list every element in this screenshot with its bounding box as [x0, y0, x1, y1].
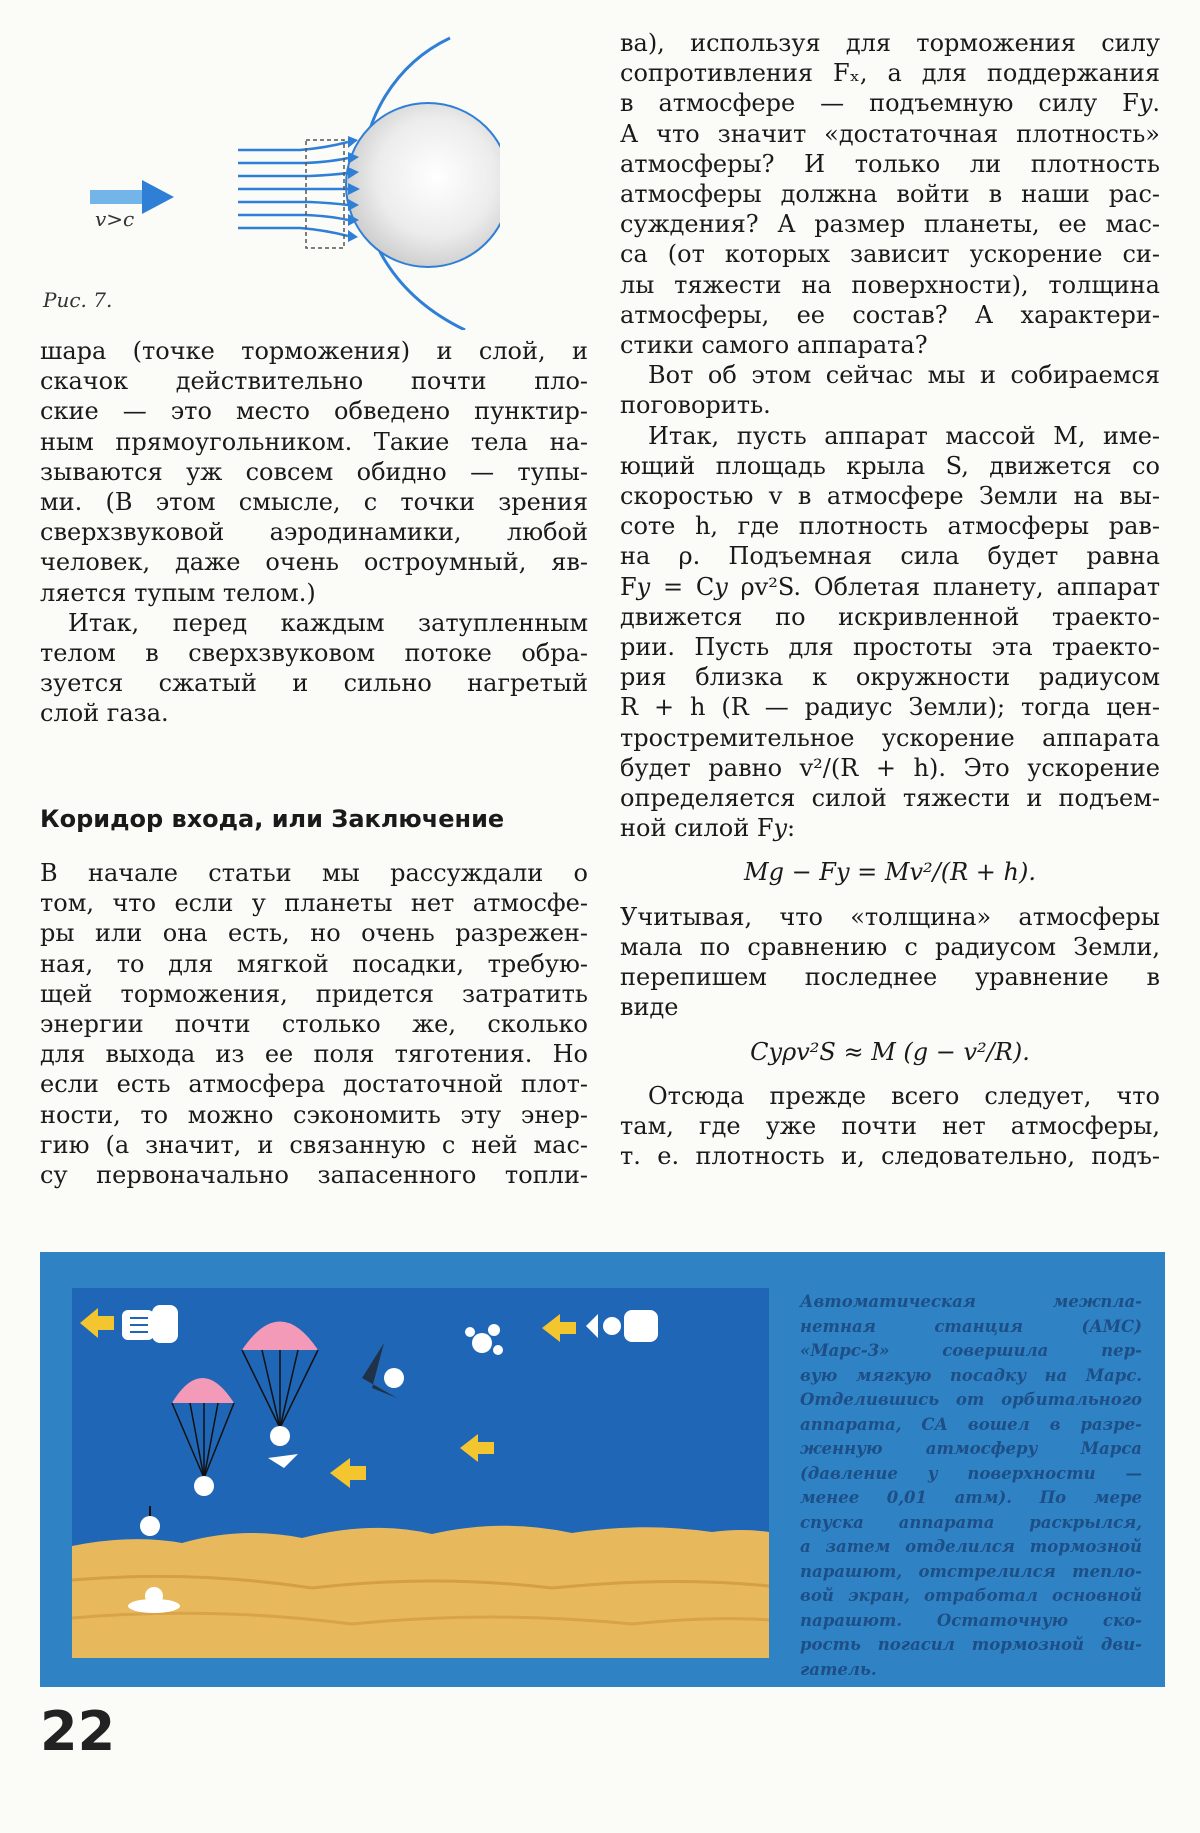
text-line: лы тяжести на поверхности), толщина: [620, 270, 1160, 299]
caption-line: парашют, отстрелился тепло-: [800, 1561, 1142, 1581]
descent-capsule-icon: [122, 1305, 178, 1343]
section-body: [40, 858, 588, 1190]
text-line: рии. Пусть для простоты эта траекто-: [620, 633, 1160, 662]
text-line: будет равно v²/(R + h). Это ускорение: [620, 753, 1160, 782]
text-line: стики самого аппарата?: [620, 331, 928, 360]
text-line: Учитывая, что «толщина» атмосферы: [620, 902, 1160, 931]
caption-line: Автоматическая межпла-: [800, 1292, 1142, 1311]
caption-line: Отделившись от орбитального: [800, 1390, 1142, 1409]
text-line: мала по сравнению с радиусом Земли,: [620, 932, 1160, 961]
text-line: щей торможения, придется затратить: [40, 979, 588, 1008]
text-line: рия близка к окружности радиусом: [620, 663, 1160, 692]
text-line: сверхзвуковой аэродинамики, любой: [40, 518, 588, 547]
caption-line: нетная станция (АМС): [800, 1316, 1142, 1336]
caption-line: рость погасил тормозной дви-: [800, 1635, 1142, 1654]
text-line: ющий площадь крыла S, движется со: [620, 451, 1160, 480]
text-line: слой газа.: [40, 699, 169, 728]
text-line: ным прямоугольником. Такие тела на-: [40, 427, 588, 456]
text-line: том, что если у планеты нет атмосфе-: [40, 889, 588, 918]
caption-line: парашют. Остаточную ско-: [800, 1610, 1142, 1630]
caption-line: (давление у поверхности —: [800, 1463, 1142, 1483]
caption-line: спуска аппарата раскрылся,: [800, 1512, 1142, 1532]
text-line: человек, даже очень остроумный, яв-: [40, 548, 588, 577]
caption-line: вую мягкую посадку на Марс.: [800, 1365, 1142, 1385]
text-line: сопротивления Fₓ, а для поддержания: [620, 59, 1160, 88]
caption-line: гатель.: [800, 1659, 877, 1679]
text-line: атмосферы должна войти в наши рас-: [620, 180, 1160, 209]
text-line: Отсюда прежде всего следует, что: [648, 1081, 1160, 1110]
text-line: ва), используя для торможения силу: [620, 29, 1160, 57]
text-line: в атмосфере — подъемную силу F𝑦.: [620, 89, 1160, 118]
text-line: атмосферы? И только ли плотность: [620, 149, 1160, 178]
text-line: движется по искривленной траекто-: [620, 602, 1160, 631]
text-line: т. е. плотность и, следовательно, подъ-: [620, 1142, 1160, 1171]
text-line: скоростью v в атмосфере Земли на вы-: [620, 482, 1160, 511]
velocity-label: v>c: [95, 207, 135, 231]
text-line: перепишем последнее уравнение в: [620, 963, 1160, 992]
text-line: тростремительное ускорение аппарата: [620, 723, 1160, 752]
figure-7-caption: Рис. 7.: [43, 288, 113, 312]
mars-landing-illustration: [72, 1288, 769, 1658]
caption-line: «Марс-3» совершила пер-: [800, 1341, 1142, 1360]
caption-line: менее 0,01 атм). По мере: [800, 1488, 1142, 1507]
text-line: ная, то для мягкой посадки, требую-: [40, 949, 588, 978]
text-line: соте h, где плотность атмосферы рав-: [620, 512, 1160, 541]
text-line: са (от которых зависит ускорение си-: [620, 240, 1160, 269]
text-line: атмосферы, ее состав? А характери-: [620, 300, 1160, 329]
text-line: там, где уже почти нет атмосферы,: [620, 1111, 1160, 1140]
text-line: В начале статьи мы рассуждали о: [40, 859, 588, 887]
text-line: зываются уж совсем обидно — тупы-: [40, 457, 588, 486]
equation-1: Mg − F𝑦 = Mv²/(R + h).: [744, 858, 1036, 887]
text-line: скачок действительно почти пло-: [40, 367, 588, 396]
text-line: ры или она есть, но очень разрежен-: [40, 919, 588, 948]
right-column: [620, 28, 1160, 1171]
equation-2: C𝑦ρv²S ≈ M (g − v²/R).: [750, 1037, 1030, 1066]
text-line: для выхода из ее поля тяготения. Но: [40, 1040, 588, 1069]
text-line: ной силой F𝑦:: [620, 814, 796, 843]
text-line: су первоначально запасенного топли-: [40, 1161, 588, 1190]
text-line: R + h (R — радиус Земли); тогда цен-: [620, 693, 1160, 722]
text-line: если есть атмосфера достаточной плот-: [40, 1070, 588, 1099]
text-line: гию (а значит, и связанную с ней мас-: [40, 1130, 588, 1159]
text-line: А что значит «достаточная плотность»: [620, 119, 1160, 148]
text-line: энергии почти столько же, сколько: [40, 1010, 588, 1039]
text-line: F𝑦 = C𝑦 ρv²S. Облетая планету, аппарат: [620, 572, 1160, 601]
caption-line: женную атмосферу Марса: [800, 1439, 1142, 1458]
text-line: телом в сверхзвуковом потоке обра-: [40, 639, 588, 668]
caption-line: а затем отделился тормозной: [800, 1537, 1142, 1556]
text-line: Итак, перед каждым затупленным: [68, 608, 588, 637]
text-line: на ρ. Подъемная сила будет равна: [620, 542, 1160, 571]
figure-caption: [800, 1290, 1142, 1682]
text-line: ности, то можно сэкономить эту энер-: [40, 1100, 588, 1129]
figure-7-diagram: [80, 30, 500, 330]
left-column: [40, 336, 588, 729]
text-line: ляется тупым телом.): [40, 578, 316, 607]
text-line: ми. (В этом смысле, с точки зрения: [40, 488, 588, 517]
text-line: Итак, пусть аппарат массой M, име-: [648, 421, 1160, 450]
text-line: виде: [620, 993, 679, 1022]
text-line: зуется сжатый и сильно нагретый: [40, 669, 588, 698]
text-line: определяется силой тяжести и подъем-: [620, 784, 1160, 813]
caption-line: вой экран, отработал основной: [800, 1586, 1142, 1605]
caption-line: аппарата, СА вошел в разре-: [800, 1414, 1142, 1434]
text-line: Вот об этом сейчас мы и собираемся: [648, 361, 1160, 390]
text-line: поговорить.: [620, 391, 771, 420]
text-line: ские — это место обведено пунктир-: [40, 397, 588, 426]
text-line: суждения? А размер планеты, ее мас-: [620, 210, 1160, 239]
section-heading: Коридор входа, или Заключение: [40, 805, 505, 833]
page-number: 22: [40, 1700, 116, 1763]
text-line: шара (точке торможения) и слой, и: [40, 337, 588, 365]
